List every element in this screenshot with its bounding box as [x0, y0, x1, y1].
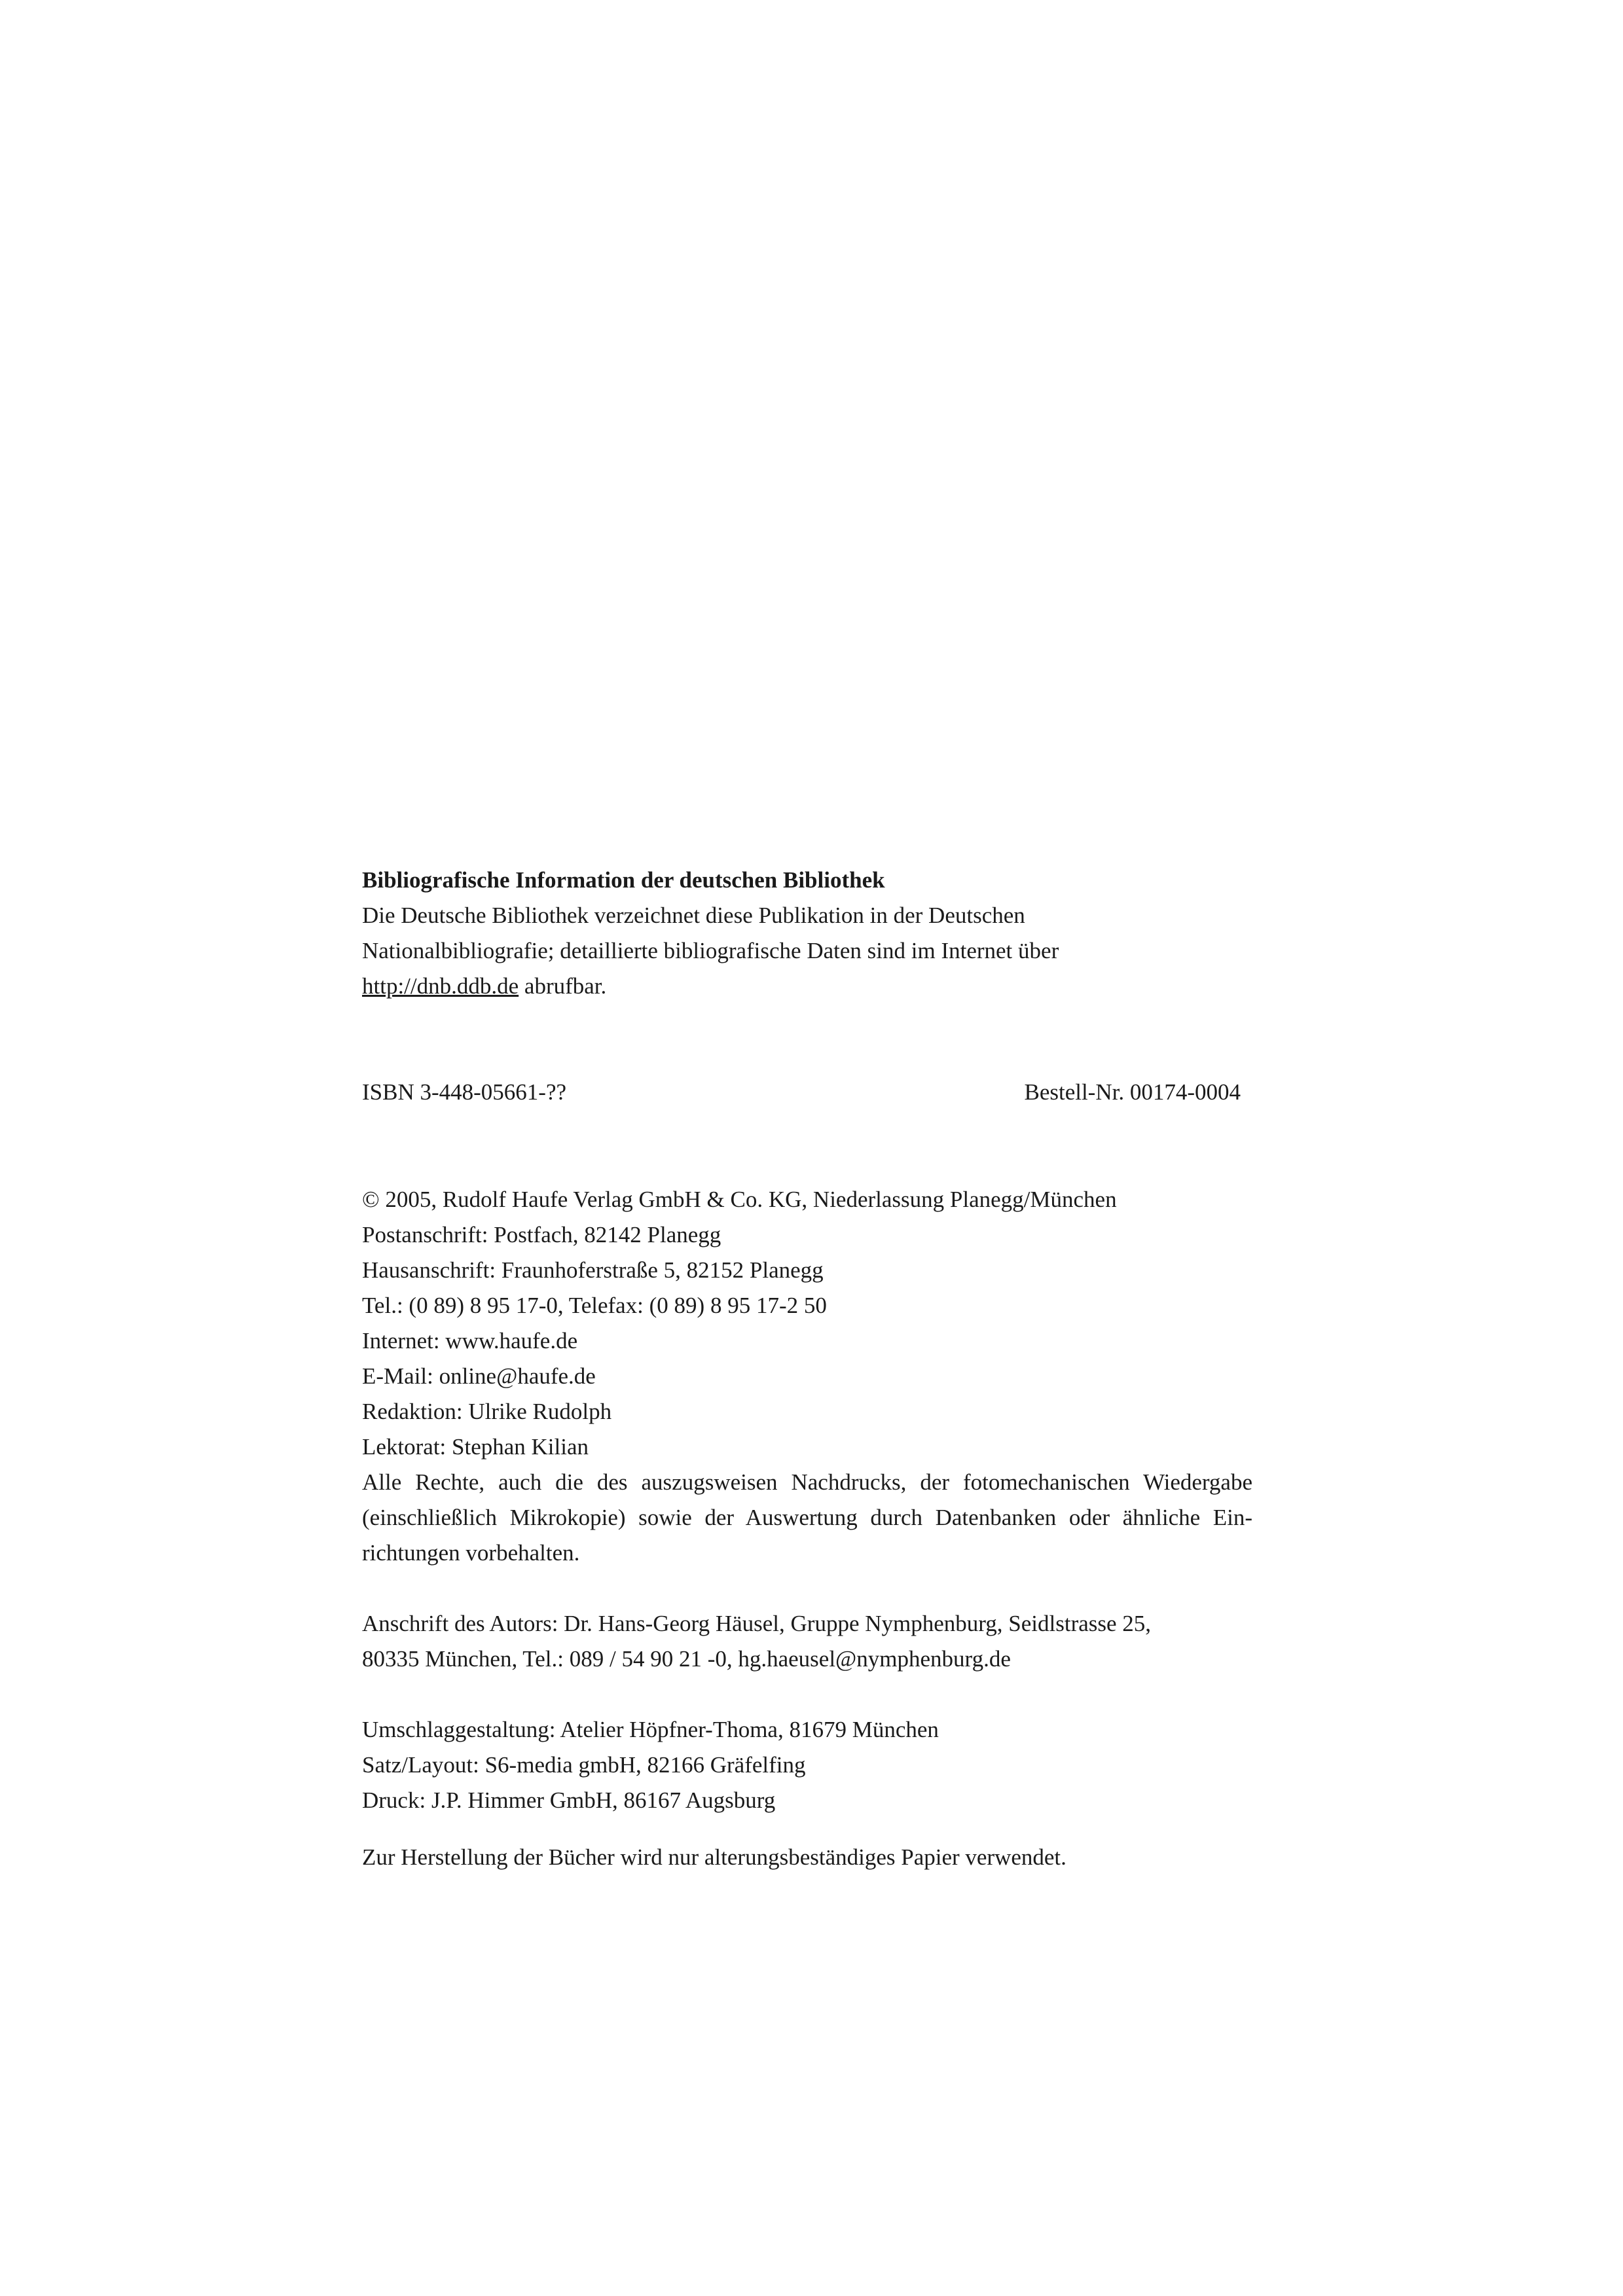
paper-note-block [362, 1840, 1252, 1875]
internet-line: Internet: www.haufe.de [362, 1328, 578, 1354]
print-line: Druck: J.P. Himmer GmbH, 86167 Augsburg [362, 1787, 776, 1813]
cover-design-line: Umschlaggestaltung: Atelier Höpfner-Thoma, 81679 München [362, 1717, 939, 1742]
author-line-2: 80335 München, Tel.: 089 / 54 90 21 -0, hg.haeusel@nymphenburg.de [362, 1646, 1011, 1672]
link-suffix: abrufbar. [519, 973, 607, 999]
editor-line: Redaktion: Ulrike Rudolph [362, 1399, 612, 1424]
order-number: Bestell-Nr. 00174-0004 [1024, 1079, 1241, 1105]
rights-line-1: Alle Rechte, auch die des auszugsweisen Nachdrucks, der fotomechanischen Wiedergabe [362, 1469, 1252, 1495]
rights-line-3: richtungen vorbehalten. [362, 1540, 580, 1566]
rights-line-2: (einschließlich Mikrokopie) sowie der Auswertung durch Datenbanken oder ähnliche Ein- [362, 1505, 1252, 1530]
author-line-1: Anschrift des Autors: Dr. Hans-Georg Häusel, Gruppe Nymphenburg, Seidlstrasse 25, [362, 1611, 1152, 1636]
bibliography-line-3 [362, 969, 1252, 1004]
publisher-block [362, 1182, 1252, 1571]
isbn: ISBN 3-448-05661-?? [362, 1079, 567, 1105]
copyright-line: © 2005, Rudolf Haufe Verlag GmbH & Co. KG, Niederlassung Planegg/München [362, 1187, 1117, 1212]
bibliography-block [362, 863, 1252, 1004]
bibliography-line-2: Nationalbibliografie; detaillierte bibliografische Daten sind im Internet über [362, 938, 1059, 963]
production-block [362, 1712, 1252, 1818]
paper-note: Zur Herstellung der Bücher wird nur alterungsbeständiges Papier verwendet. [362, 1844, 1067, 1870]
house-address: Hausanschrift: Fraunhoferstraße 5, 82152 Planegg [362, 1257, 824, 1283]
bibliography-line-1: Die Deutsche Bibliothek verzeichnet diese Publikation in der Deutschen [362, 903, 1025, 928]
layout-line: Satz/Layout: S6-media gmbH, 82166 Gräfelfing [362, 1752, 806, 1778]
dnb-link[interactable]: http://dnb.ddb.de [362, 973, 519, 999]
lector-line: Lektorat: Stephan Kilian [362, 1434, 589, 1460]
phone-line: Tel.: (0 89) 8 95 17-0, Telefax: (0 89) 8 95 17-2 50 [362, 1293, 827, 1318]
email-line: E-Mail: online@haufe.de [362, 1363, 596, 1389]
imprint-page [362, 863, 1252, 1875]
postal-address: Postanschrift: Postfach, 82142 Planegg [362, 1222, 721, 1247]
author-block [362, 1606, 1252, 1677]
bibliography-title: Bibliografische Information der deutschen Bibliothek [362, 867, 885, 893]
isbn-row [362, 1075, 1252, 1110]
